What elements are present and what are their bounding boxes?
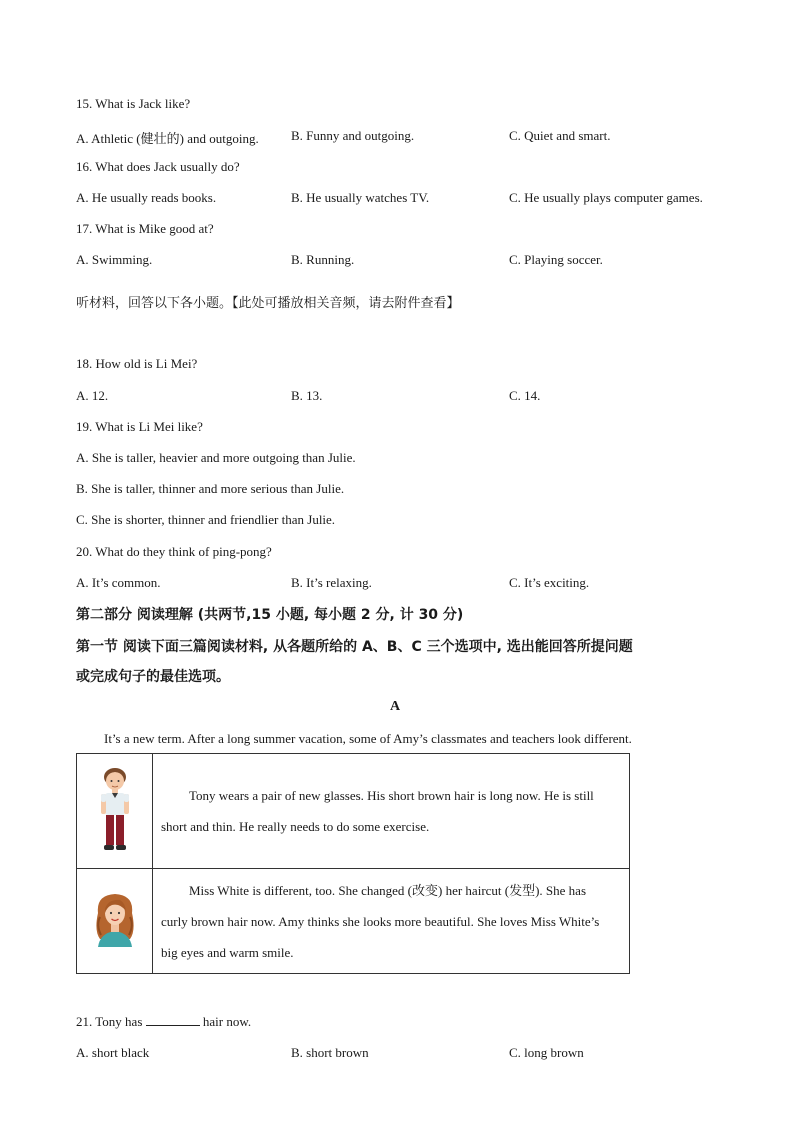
q21-option-c: C. long brown	[509, 1045, 584, 1060]
q17-option-c: C. Playing soccer.	[509, 252, 603, 267]
q16-option-b: B. He usually watches TV.	[291, 190, 430, 205]
tony-description	[153, 754, 630, 869]
q16-option-a: A. He usually reads books.	[76, 190, 217, 205]
question-20: 20. What do they think of ping-pong?	[76, 544, 272, 559]
q15-option-c: C. Quiet and smart.	[509, 128, 611, 143]
tony-image-cell	[77, 754, 153, 869]
q18-option-c: C. 14.	[509, 388, 541, 403]
question-17: 17. What is Mike good at?	[76, 221, 214, 236]
miss-white-image-cell	[77, 869, 153, 974]
q21-stem-end: hair now.	[202, 1014, 252, 1029]
q21-stem-start: 21. Tony has	[76, 1014, 143, 1029]
table-row	[77, 869, 630, 974]
miss-white-text-line2: curly brown hair now. Amy thinks she looks more beautiful. She loves Miss White’s	[161, 913, 600, 929]
table-row	[77, 754, 630, 869]
q17-option-b: B. Running.	[291, 252, 355, 267]
q15-option-a: A. Athletic (健壮的) and outgoing.	[76, 131, 259, 146]
tony-text-line1: Tony wears a pair of new glasses. His short brown hair is long now. He is still	[189, 788, 594, 803]
q21-option-b: B. short brown	[291, 1045, 369, 1060]
passage-intro: It’s a new term. After a long summer vacation, some of Amy’s classmates and teachers look different.	[104, 731, 632, 746]
passage-letter: A	[390, 699, 401, 714]
q19-option-b: B. She is taller, thinner and more serious than Julie.	[76, 481, 345, 496]
passage-table	[76, 753, 630, 974]
section1-instruction-line2: 或完成句子的最佳选项。	[76, 669, 230, 685]
q19-option-a: A. She is taller, heavier and more outgoing than Julie.	[76, 450, 356, 465]
q20-option-a: A. It’s common.	[76, 575, 161, 590]
q16-option-c: C. He usually plays computer games.	[509, 190, 703, 205]
woman-illustration	[92, 891, 138, 947]
q20-option-b: B. It’s relaxing.	[291, 575, 372, 590]
q20-option-c: C. It’s exciting.	[509, 575, 590, 590]
question-15: 15. What is Jack like?	[76, 96, 191, 111]
q21-option-a: A. short black	[76, 1045, 150, 1060]
question-18: 18. How old is Li Mei?	[76, 356, 198, 371]
part2-heading: 第二部分 阅读理解 (共两节,15 小题, 每小题 2 分, 计 30 分)	[76, 607, 464, 623]
miss-white-text-line3: big eyes and warm smile.	[161, 944, 294, 960]
boy-illustration	[95, 765, 135, 853]
question-16: 16. What does Jack usually do?	[76, 159, 240, 174]
section1-instruction-line1: 第一节 阅读下面三篇阅读材料, 从各题所给的 A、B、C 三个选项中, 选出能回答所提问题	[76, 639, 633, 655]
miss-white-description	[153, 869, 630, 974]
answer-blank	[146, 1014, 200, 1026]
listening-instruction: 听材料，回答以下各小题。【此处可播放相关音频，请去附件查看】	[76, 296, 460, 311]
miss-white-text-line1: Miss White is different, too. She changed (改变) her haircut (发型). She has	[189, 882, 587, 898]
q15-option-b: B. Funny and outgoing.	[291, 128, 415, 143]
q17-option-a: A. Swimming.	[76, 252, 153, 267]
q18-option-b: B. 13.	[291, 388, 323, 403]
q19-option-c: C. She is shorter, thinner and friendlier than Julie.	[76, 512, 336, 527]
question-21	[76, 1014, 251, 1030]
q18-option-a: A. 12.	[76, 388, 109, 403]
question-19: 19. What is Li Mei like?	[76, 419, 203, 434]
tony-text-line2: short and thin. He really needs to do some exercise.	[161, 819, 430, 834]
